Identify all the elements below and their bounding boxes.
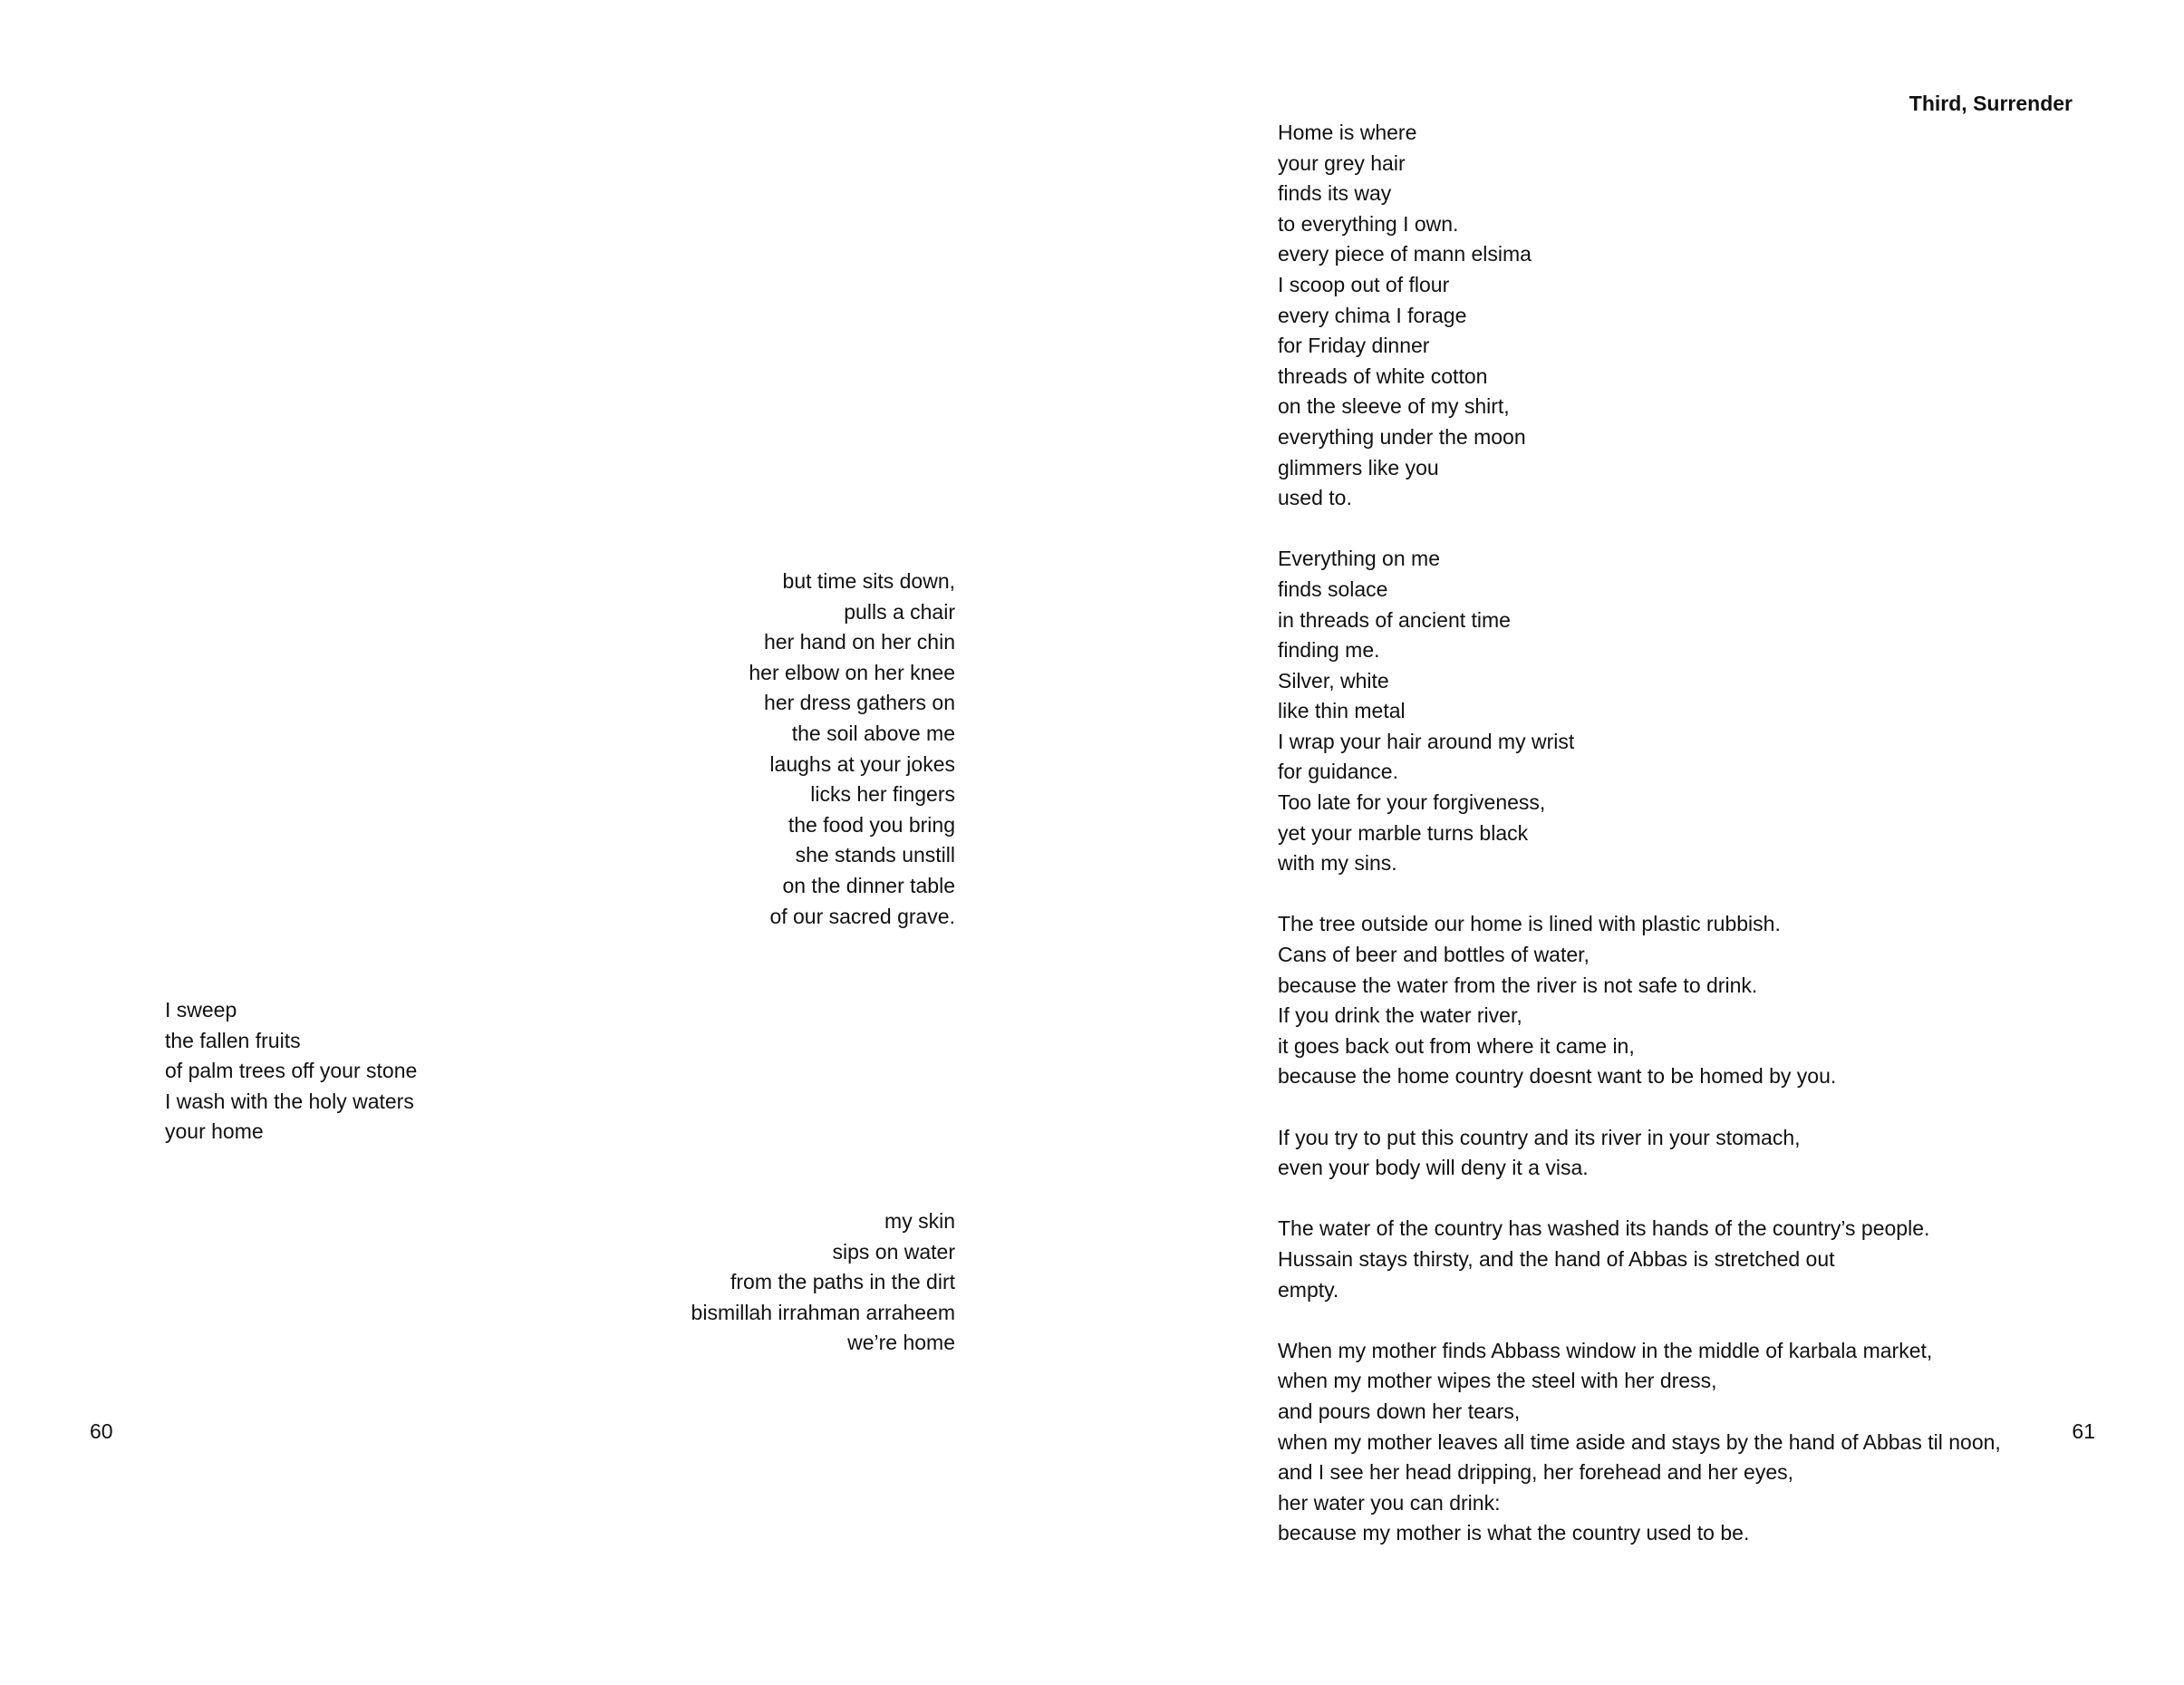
poem-line: everything under the moon (1278, 424, 1526, 449)
poem-line: the soil above me (791, 721, 955, 745)
poem-line: with my sins. (1278, 851, 1397, 876)
poem-line: laughs at your jokes (769, 751, 955, 776)
poem-line: the food you bring (788, 812, 955, 837)
poem-line: to everything I own. (1278, 211, 1459, 236)
poem-line: licks her fingers (810, 782, 955, 807)
poem-line: empty. (1278, 1277, 1339, 1302)
poem-line: for guidance. (1278, 760, 1398, 784)
poem-line: Home is where (1278, 121, 1417, 144)
stanza-my-skin (575, 1206, 955, 1359)
poem-line: I sweep (165, 998, 237, 1022)
poem-line: bismillah irrahman arraheem (691, 1300, 955, 1324)
poem-line: from the paths in the dirt (730, 1270, 955, 1294)
poem-line: we’re home (847, 1331, 955, 1355)
poem-line: The tree outside our home is lined with plastic rubbish. (1278, 912, 1781, 936)
poem-line: even your body will deny it a visa. (1278, 1156, 1589, 1180)
poem-line: it goes back out from where it came in, (1278, 1033, 1635, 1058)
poem-line: her dress gathers on (764, 691, 955, 715)
poem-line: when my mother leaves all time aside and stays by the hand of Abbas til noon, (1278, 1429, 2001, 1454)
poem-line: when my mother wipes the steel with her dress, (1278, 1369, 1717, 1393)
stanza-break (1278, 1092, 2093, 1123)
poem-line: of palm trees off your stone (165, 1059, 418, 1083)
stanza-time-sits-down (575, 567, 955, 932)
poem-line: like thin metal (1278, 699, 1406, 723)
stanza-break (1278, 879, 2093, 910)
stanza-break (1278, 1184, 2093, 1215)
poem-line: my skin (884, 1209, 955, 1233)
poem-line: The water of the country has washed its hands of the country’s people. (1278, 1216, 1930, 1241)
poem-line: Everything on me (1278, 547, 1440, 571)
poem-line: in threads of ancient time (1278, 607, 1511, 632)
poem-line: finding me. (1278, 638, 1380, 663)
poem-line: sips on water (832, 1239, 955, 1264)
poem-line: If you try to put this country and its river in your stomach, (1278, 1125, 1801, 1149)
poem-line: her water you can drink: (1278, 1490, 1501, 1515)
poem-line: yet your marble turns black (1278, 820, 1529, 845)
poem-line: Silver, white (1278, 668, 1389, 692)
poem-line: I wrap your hair around my wrist (1278, 729, 1575, 753)
poem-line: because my mother is what the country used to be. (1278, 1521, 1750, 1545)
right-page (1092, 0, 2184, 1685)
stanza-break (1278, 1305, 2093, 1336)
poem-line: finds solace (1278, 576, 1388, 601)
poem-line: her elbow on her knee (749, 660, 955, 684)
poem-line: on the dinner table (782, 873, 955, 897)
poem-line: she stands unstill (795, 843, 955, 867)
page-number-right: 61 (2072, 1419, 2095, 1443)
poem-line: I wash with the holy waters (165, 1089, 414, 1113)
stanza-break (1278, 514, 2093, 545)
stanza-i-sweep (165, 995, 546, 1148)
poem-line: of our sacred grave. (769, 904, 955, 928)
poem-body (1278, 118, 2093, 1549)
poem-line: Too late for your forgiveness, (1278, 790, 1546, 815)
poem-line: Hussain stays thirsty, and the hand of Abbas is stretched out (1278, 1246, 1835, 1271)
poem-line: on the sleeve of my shirt, (1278, 394, 1510, 419)
poem-line: I scoop out of flour (1278, 272, 1450, 296)
poem-line: but time sits down, (782, 569, 955, 593)
poem-line: pulls a chair (844, 599, 955, 624)
poem-line: finds its way (1278, 181, 1392, 206)
poem-line: If you drink the water river, (1278, 1003, 1522, 1028)
poem-line: for Friday dinner (1278, 334, 1430, 358)
poem-line: every chima I forage (1278, 303, 1467, 327)
running-head: Third, Surrender (1909, 92, 2073, 115)
poem-line: the fallen fruits (165, 1028, 301, 1052)
poem-line: every piece of mann elsima (1278, 242, 1532, 266)
poem-line: because the water from the river is not safe to drink. (1278, 973, 1758, 997)
poem-line: your grey hair (1278, 150, 1406, 175)
poem-line: because the home country doesnt want to be homed by you. (1278, 1064, 1837, 1089)
poem-line: Cans of beer and bottles of water, (1278, 943, 1590, 967)
poem-line: and I see her head dripping, her forehead and her eyes, (1278, 1460, 1794, 1485)
poem-line: and pours down her tears, (1278, 1399, 1521, 1423)
poem-line: When my mother finds Abbass window in the middle of karbala market, (1278, 1338, 1933, 1362)
poem-line: glimmers like you (1278, 455, 1439, 479)
poem-line: used to. (1278, 486, 1352, 510)
page-number-left: 60 (90, 1419, 113, 1443)
poem-line: her hand on her chin (764, 630, 955, 654)
poem-line: your home (165, 1119, 264, 1144)
poem-line: threads of white cotton (1278, 363, 1488, 388)
